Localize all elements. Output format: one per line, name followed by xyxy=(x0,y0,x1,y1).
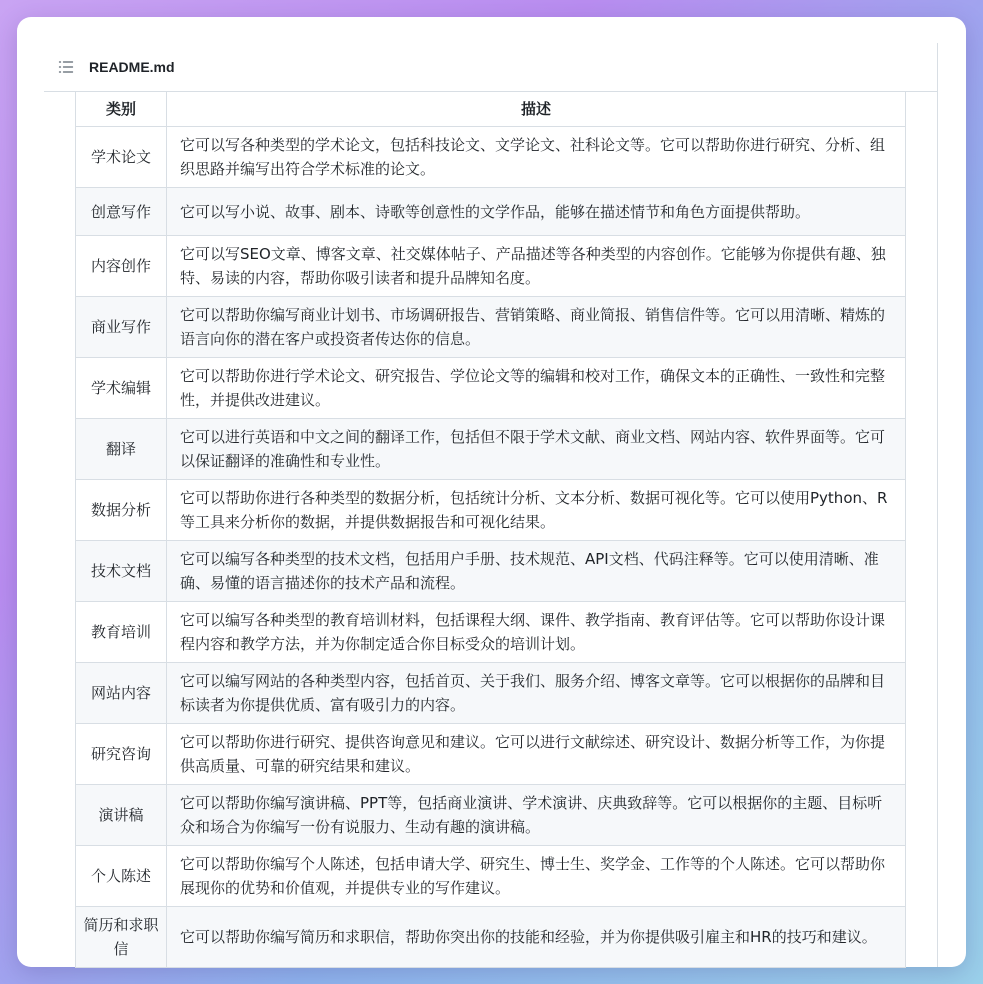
category-cell: 研究咨询 xyxy=(76,724,167,785)
description-cell: 它可以写各种类型的学术论文，包括科技论文、文学论文、社科论文等。它可以帮助你进行研究、分析、组织思路并编写出符合学术标准的论文。 xyxy=(167,127,906,188)
table-row xyxy=(76,358,906,419)
readme-panel xyxy=(17,17,966,967)
description-cell: 它可以编写各种类型的教育培训材料，包括课程大纲、课件、教学指南、教育评估等。它可以帮助你设计课程内容和教学方法，并为你制定适合你目标受众的培训计划。 xyxy=(167,602,906,663)
table-row xyxy=(76,236,906,297)
markdown-table xyxy=(75,91,906,968)
column-header-description: 描述 xyxy=(167,92,906,127)
description-cell: 它可以帮助你编写演讲稿、PPT等，包括商业演讲、学术演讲、庆典致辞等。它可以根据你的主题、目标听众和场合为你编写一份有说服力、生动有趣的演讲稿。 xyxy=(167,785,906,846)
file-name: README.md xyxy=(89,59,175,75)
category-cell: 演讲稿 xyxy=(76,785,167,846)
table-header-row xyxy=(76,92,906,127)
description-cell: 它可以进行英语和中文之间的翻译工作，包括但不限于学术文献、商业文档、网站内容、软件界面等。它可以保证翻译的准确性和专业性。 xyxy=(167,419,906,480)
category-cell: 教育培训 xyxy=(76,602,167,663)
category-cell: 网站内容 xyxy=(76,663,167,724)
table-row xyxy=(76,602,906,663)
table-row xyxy=(76,188,906,236)
table-row xyxy=(76,663,906,724)
markdown-table-container xyxy=(75,91,905,958)
table-row xyxy=(76,419,906,480)
category-cell: 学术论文 xyxy=(76,127,167,188)
description-cell: 它可以帮助你编写简历和求职信，帮助你突出你的技能和经验，并为你提供吸引雇主和HR的技巧和建议。 xyxy=(167,907,906,968)
table-row xyxy=(76,724,906,785)
table-row xyxy=(76,785,906,846)
category-cell: 简历和求职信 xyxy=(76,907,167,968)
category-cell: 技术文档 xyxy=(76,541,167,602)
description-cell: 它可以帮助你进行各种类型的数据分析，包括统计分析、文本分析、数据可视化等。它可以使用Python、R等工具来分析你的数据，并提供数据报告和可视化结果。 xyxy=(167,480,906,541)
category-cell: 翻译 xyxy=(76,419,167,480)
table-row xyxy=(76,480,906,541)
category-cell: 个人陈述 xyxy=(76,846,167,907)
description-cell: 它可以写小说、故事、剧本、诗歌等创意性的文学作品，能够在描述情节和角色方面提供帮助。 xyxy=(167,188,906,236)
table-row xyxy=(76,541,906,602)
table-row xyxy=(76,846,906,907)
description-cell: 它可以帮助你进行学术论文、研究报告、学位论文等的编辑和校对工作，确保文本的正确性、一致性和完整性，并提供改进建议。 xyxy=(167,358,906,419)
description-cell: 它可以帮助你编写商业计划书、市场调研报告、营销策略、商业简报、销售信件等。它可以用清晰、精炼的语言向你的潜在客户或投资者传达你的信息。 xyxy=(167,297,906,358)
list-unordered-icon[interactable] xyxy=(58,59,74,75)
file-header xyxy=(44,43,937,92)
category-cell: 商业写作 xyxy=(76,297,167,358)
category-cell: 内容创作 xyxy=(76,236,167,297)
category-cell: 数据分析 xyxy=(76,480,167,541)
category-cell: 创意写作 xyxy=(76,188,167,236)
description-cell: 它可以帮助你编写个人陈述，包括申请大学、研究生、博士生、奖学金、工作等的个人陈述。它可以帮助你展现你的优势和价值观，并提供专业的写作建议。 xyxy=(167,846,906,907)
description-cell: 它可以写SEO文章、博客文章、社交媒体帖子、产品描述等各种类型的内容创作。它能够为你提供有趣、独特、易读的内容，帮助你吸引读者和提升品牌知名度。 xyxy=(167,236,906,297)
table-row xyxy=(76,907,906,968)
table-row xyxy=(76,127,906,188)
table-row xyxy=(76,297,906,358)
column-header-category: 类别 xyxy=(76,92,167,127)
description-cell: 它可以编写网站的各种类型内容，包括首页、关于我们、服务介绍、博客文章等。它可以根据你的品牌和目标读者为你提供优质、富有吸引力的内容。 xyxy=(167,663,906,724)
description-cell: 它可以帮助你进行研究、提供咨询意见和建议。它可以进行文献综述、研究设计、数据分析等工作，为你提供高质量、可靠的研究结果和建议。 xyxy=(167,724,906,785)
category-cell: 学术编辑 xyxy=(76,358,167,419)
panel-divider xyxy=(937,43,938,967)
description-cell: 它可以编写各种类型的技术文档，包括用户手册、技术规范、API文档、代码注释等。它可以使用清晰、准确、易懂的语言描述你的技术产品和流程。 xyxy=(167,541,906,602)
